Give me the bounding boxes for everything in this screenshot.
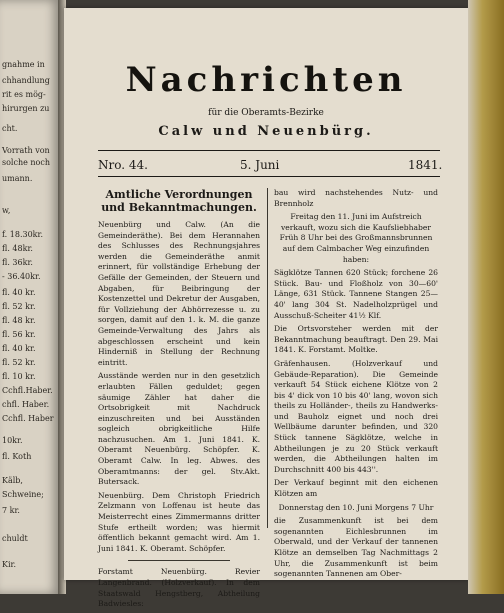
left-page-fragment: fl. 10 kr.: [2, 372, 36, 381]
left-page-fragment: hirurgen zu: [2, 104, 50, 113]
left-page-fragment: f. 18.30kr.: [2, 230, 43, 239]
article-paragraph: Ausstände werden nur in den gesetzlich erlaubten Fällen geduldet; gegen säumige Zähler hat daher die Ortsobrigkeit mit Nachdruck einzuschreiten und bei Ausständen sogleich obrigkeitliche Hilfe nachzusuchen. Am 1. Juni 1841. K. Oberamt Neuenbürg. Schöpfer. K. Oberamt Calw. In leg. Abwes. des Oberamtmanns: der gel. Stv.Akt. Butersack.: [98, 371, 260, 487]
article-separator: [128, 560, 230, 561]
section-heading: Amtliche Verordnungen und Bekanntmachungen.: [101, 188, 257, 214]
left-facing-page: [0, 0, 60, 594]
left-page-fragment: Kälb,: [2, 476, 23, 485]
newspaper-page: [64, 8, 468, 609]
left-page-fragment: Cchfl. Haber: [2, 414, 54, 423]
left-page-fragment: 10kr.: [2, 436, 23, 445]
article-paragraph: die Zusammenkunft ist bei dem sogenannten Eichlesbrunnen im Oberwald, und der Verkauf der tannenen Klötze an demselben Tag Nachmittags 2 Uhr, die Zusammenkunft ist beim sogenannten Tannenen am Ober-: [274, 516, 438, 579]
right-page-edge: [468, 0, 504, 594]
left-page-fragment: Kir.: [2, 560, 17, 569]
left-page-fragment: fl. 40 kr.: [2, 344, 36, 353]
left-page-fragment: fl. 40 kr.: [2, 288, 36, 297]
masthead-subtitle: für die Oberamts-Bezirke: [208, 108, 324, 118]
article-paragraph: Freitag den 11. Juni im Aufstreich verkauft, wozu sich die Kaufsliebhaber Früh 8 Uhr bei des Großmannsbrunnen auf dem Calmbacher Weg einzufinden haben:: [279, 212, 433, 264]
article-paragraph: Donnerstag den 10. Juni Morgens 7 Uhr: [278, 502, 434, 512]
article-paragraph: bau wird nachstehendes Nutz- und Brennholz: [274, 188, 438, 208]
article-paragraph: Neuenbürg. Dem Christoph Friedrich Zelzmann von Loffenau ist heute das Meisterrecht eines Zimmermanns dritter Stufe ertheilt worden; was hiermit öffentlich bekannt gemacht wird. Am 1. Juni 1841. K. Oberamt. Schöpfer.: [98, 490, 260, 553]
top-rule: [98, 150, 440, 151]
left-page-fragment: gnahme in: [2, 60, 45, 69]
article-paragraph: Forstamt Neuenbürg. Revier Langenbrand. (Holzverkauf). In dem Staatswald Hengstberg, Abtheilung Badwiesles:: [98, 567, 260, 609]
left-page-fragment: - 36.40kr.: [2, 272, 41, 281]
left-page-fragment: fl. 52 kr.: [2, 302, 36, 311]
left-page-fragment: umann.: [2, 174, 33, 183]
left-page-fragment: fl. Koth: [2, 452, 32, 461]
issue-number: Nro. 44.: [98, 158, 148, 172]
issue-date: 5. Juni: [240, 158, 280, 172]
article-paragraph: Gräfenhausen. (Holzverkauf und Gebäude-Reparation). Die Gemeinde verkauft 54 Stück eichene Klötze von 2 bis 4' dick von 10 bis 40' lang, wovon sich theils zu Holländer-, theils zu Handwerks- und Bauholz eignet und noch drei Wellbäume darunter befinden, und 320 Stück tannene Sägklötze, welche in Abtheilungen je zu 20 Stück verkauft werden, die Abtheilungen halten im Durchschnitt 400 bis 443''.: [274, 358, 438, 474]
right-column: [274, 188, 438, 583]
left-page-fragment: fl. 48 kr.: [2, 316, 36, 325]
masthead-title: Nachrichten: [125, 60, 407, 100]
left-page-fragment: chhandlung: [2, 76, 50, 85]
left-page-fragment: fl. 48kr.: [2, 244, 33, 253]
article-paragraph: Der Verkauf beginnt mit den eichenen Klötzen am: [274, 478, 438, 499]
bottom-rule: [98, 176, 440, 177]
left-page-fragment: chuldt: [2, 534, 28, 543]
left-page-fragment: fl. 56 kr.: [2, 330, 36, 339]
issue-year: 1841.: [408, 158, 443, 172]
article-paragraph: Neuenbürg und Calw. (An die Gemeinderäthe). Bei dem Herannahen des Schlusses des Rechnungsjahres werden die Gemeinderäthe anmit erinnert, für vollständige Erhebung der Gefälle der Gemeinden, der Steuern und Abgaben, für Beibringung der Kostenzettel und Dekretur der Ausgaben, für Vollziehung der Abhörrezesse u. zu sorgen, damit auf den 1. k. M. die ganze Gemeinde-Verwaltung des Jahrs als abgeschlossen erscheint und kein Hinderniß in Stellung der Rechnung eintritt.: [98, 220, 260, 367]
masthead-districts: Calw und Neuenbürg.: [158, 124, 374, 139]
left-page-fragment: fl. 52 kr.: [2, 358, 36, 367]
left-page-fragment: cht.: [2, 124, 18, 133]
left-page-fragment: 7 kr.: [2, 506, 20, 515]
left-page-fragment: fl. 36kr.: [2, 258, 33, 267]
left-page-fragment: Vorrath von: [2, 146, 50, 155]
left-page-fragment: Schweine;: [2, 490, 44, 499]
left-page-fragment: solche noch: [2, 158, 50, 167]
left-page-fragment: Cchfl.Haber.: [2, 386, 53, 395]
left-page-fragment: chfl. Haber.: [2, 400, 50, 409]
article-paragraph: Sägklötze Tannen 620 Stück; forchene 26 Stück. Bau- und Floßholz von 30—60' Länge, 631 Stück. Tannene Stangen 25—40' lang 304 St. Nadelholzprügel und Ausschuß-Scheiter 41½ Klf.: [274, 268, 438, 320]
left-column: [98, 188, 260, 613]
left-page-fragment: rit es mög-: [2, 90, 46, 99]
column-divider: [267, 188, 268, 528]
left-page-fragment: w,: [2, 206, 11, 215]
article-paragraph: Die Ortsvorsteher werden mit der Bekanntmachung beauftragt. Den 29. Mai 1841. K. Forstamt. Moltke.: [274, 324, 438, 355]
